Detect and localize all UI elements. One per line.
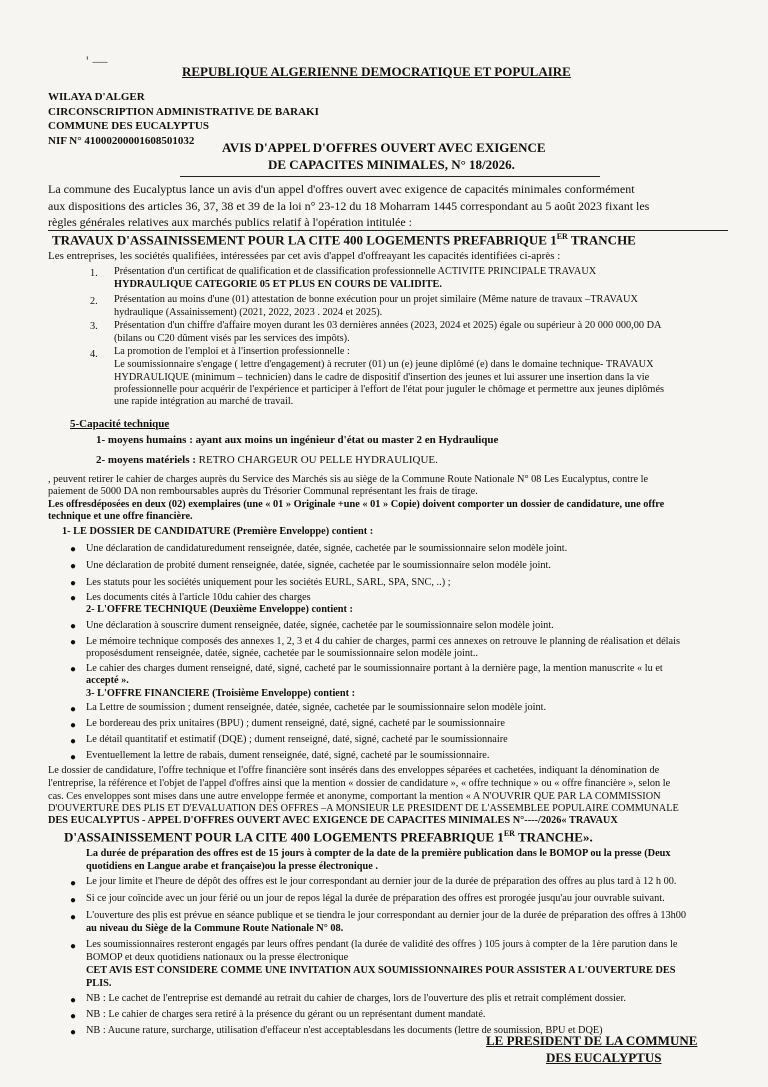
envelope-operation-title: D'ASSAINISSEMENT POUR LA CITE 400 LOGEMENTS PREFABRIQUE 1ER TRANCHE». [64,829,593,845]
nif-line: NIF N° 41000200001608501032 [48,135,195,147]
signature-line1: LE PRESIDENT DE LA COMMUNE [486,1033,698,1048]
human-resources-line: 1- moyens humains : ayant aux moins un ingénieur d'état ou master 2 en Hydraulique [96,434,499,446]
envelope-line: l'entreprise, la référence et l'objet de l'appel d'offres ainsi que la mention « dossier de candidature », « offre technique » ou « offre financière », selon le [48,778,671,789]
technique-item: proposésdument renseignée, datée, signée, cachetée par le soumissionnaire selon modèle joint.. [86,648,479,659]
dossier-item: Les documents cités à l'article 10du cahier des charges [86,592,311,603]
condition-item: L'ouverture des plis est prévue en séance publique et se tiendra le jour correspondant au dernier jour de la durée de préparation des offres à 13h00 [86,910,687,921]
bullet-icon: ● [70,941,77,952]
note-item: NB : Le cachet de l'entreprise est demandé au retrait du cahier de charges, lors de l'ouverture des plis et retrait complément dossier. [86,993,626,1004]
technique-item: Le mémoire technique composés des annexes 1, 2, 3 et 4 du cahier de charges, parmi ces annexes on retrouve le planning de réalisation et délais [86,636,680,647]
submission-line: Les offresdéposées en deux (02) exemplaires (une « 01 » Originale +une « 01 » Copie) doivent comporter un dossier de candidature, une offre [48,499,665,510]
financiere-heading: 3- L'OFFRE FINANCIERE (Troisième Enveloppe) contient : [86,688,356,699]
bullet-icon: ● [70,895,77,906]
scan-mark: ' — [86,54,108,70]
withdrawal-line: , peuvent retirer le cahier de charges auprès du Service des Marchés sis au siège de la Commune Route Nationale N° 08 Les Eucalyptus, contre le [48,474,649,485]
technique-item: Une déclaration à souscrire dument renseignée, datée, signée, cachetée par le soumissionnaire selon modèle joint. [86,620,554,631]
intro-line: règles générales relatives aux marchés publics relatif à l'opération intitulée : [48,215,413,229]
invitation-line: CET AVIS EST CONSIDERE COMME UNE INVITATION AUX SOUMISSIONNAIRES POUR ASSISTER A L'OUVERTURE DES [86,965,676,976]
envelope-line: cas. Ces enveloppes sont mises dans une autre enveloppe fermée et anonyme, comportant la mention « A N'OUVRIR QUE PAR LA COMMISSION [48,791,661,802]
submission-line: technique et une offre financière. [48,511,193,522]
bullet-icon: ● [70,578,77,589]
requirement-number: 4. [90,349,98,360]
condition-item: BOMOP et deux quotidiens nationaux ou la presse électronique [86,952,349,963]
invitation-line: PLIS. [86,978,112,989]
envelope-line: D'OUVERTURE DES PLIS ET D'EVALUATION DES OFFRES –A MONSIEUR LE PRESIDENT DE L'ASSEMBLEE POPULAIRE COMMUNALE [48,803,679,814]
dossier-heading: 1- LE DOSSIER DE CANDIDATURE (Première Enveloppe) contient : [62,526,374,537]
notice-title-line2: DE CAPACITES MINIMALES, N° 18/2026. [268,157,515,172]
requirement-text: (bilans ou C20 dûment visés par les services des impôts). [114,333,350,344]
technique-heading: 2- L'OFFRE TECHNIQUE (Deuxième Enveloppe) contient : [86,604,353,615]
republic-heading: REPUBLIQUE ALGERIENNE DEMOCRATIQUE ET POPULAIRE [182,64,571,79]
bullet-icon: ● [70,878,77,889]
requirement-text: La promotion de l'emploi et à l'insertion professionnelle : [114,346,350,357]
envelope-line: DES EUCALYPTUS - APPEL D'OFFRES OUVERT AVEC EXIGENCE DE CAPACITES MINIMALES N°----/2026« TRAVAUX [48,815,618,826]
title-rule [180,176,600,177]
condition-item: Si ce jour coïncide avec un jour férié ou un jour de repos légal la durée de préparation des offres est prorogée jusqu'au jour ouvrable suivant. [86,893,665,904]
circonscription-line: CIRCONSCRIPTION ADMINISTRATIVE DE BARAKI [48,106,319,118]
signature-line2: DES EUCALYPTUS [546,1050,662,1065]
financiere-item: Le détail quantitatif et estimatif (DQE) ; dument renseigné, daté, signé, cacheté par le soumissionnaire [86,734,508,745]
requirement-text: professionnelle pour acquérir de l'expérience et participer à l'effort de l'état pour juguler le chômage et permettre aux jeunes diplômés [114,384,665,395]
requirement-text: HYDRAULIQUE (minimum – technicien) dans le cadre de dispositif d'insertion des jeunes et lui assurer une insertion dans la vie [114,372,650,383]
dossier-item: Une déclaration de probité dument renseignée, datée, signée, cachetée par le soumissionnaire selon modèle joint. [86,560,551,571]
note-item: NB : Le cahier de charges sera retiré à la présence du gérant ou un représentant dument mandaté. [86,1009,486,1020]
requirement-text: Présentation au moins d'une (01) attestation de bonne exécution pour un projet similaire (Même nature de travaux –TRAVAUX [114,294,638,305]
bullet-icon: ● [70,561,77,572]
condition-item: au niveau du Siège de la Commune Route Nationale N° 08. [86,923,344,934]
bullet-icon: ● [70,1027,77,1038]
operation-rule-top [48,230,728,231]
preparation-line: quotidiens en Langue arabe et française)ou la presse électronique . [86,861,378,872]
requirement-text: Présentation d'un certificat de qualification et de classification professionnelle ACTIVITE PRINCIPALE TRAVAUX [114,266,597,277]
eligibility-text: Les entreprises, les sociétés qualifiées, intéressées par cet avis d'appel d'offreayant les capacités identifiées ci-après : [48,250,561,262]
bullet-icon: ● [70,593,77,604]
requirement-text: Le soumissionnaire s'engage ( lettre d'engagement) à recruter (01) un (e) jeune diplômé (e) dans le domaine technique- TRAVAUX [114,359,654,370]
condition-item: Les soumissionnaires resteront engagés par leurs offres pendant (la durée de validité des offres ) 105 jours à compter de la 1ère parution dans le [86,939,678,950]
dossier-item: Une déclaration de candidaturedument renseignée, datée, signée, cachetée par le soumissionnaire selon modèle joint. [86,543,568,554]
bullet-icon: ● [70,1011,77,1022]
bullet-icon: ● [70,912,77,923]
requirement-text: une rapide intégration au marché de travail. [114,396,294,407]
bullet-icon: ● [70,736,77,747]
bullet-icon: ● [70,544,77,555]
commune-line: COMMUNE DES EUCALYPTUS [48,120,209,132]
bullet-icon: ● [70,752,77,763]
financiere-item: Le bordereau des prix unitaires (BPU) ; dument renseigné, daté, signé, cacheté par le soumissionnaire [86,718,505,729]
withdrawal-line: paiement de 5000 DA non remboursables auprès du Trésorier Communal représentant les frais de tirage. [48,486,478,497]
dossier-item: Les statuts pour les sociétés uniquement pour les sociétés EURL, SARL, SPA, SNC, ..) ; [86,577,451,588]
requirement-text: HYDRAULIQUE CATEGORIE 05 ET PLUS EN COURS DE VALIDITE. [114,279,442,290]
condition-item: Le jour limite et l'heure de dépôt des offres est le jour correspondant au dernier jour de la durée de préparation des offres au plus tard à 12 h 00. [86,876,677,887]
notice-title-line1: AVIS D'APPEL D'OFFRES OUVERT AVEC EXIGENCE [222,140,546,155]
preparation-line: La durée de préparation des offres est de 15 jours à compter de la date de la première publication dans le BOMOP ou la presse (Deux [86,848,671,859]
intro-line: aux dispositions des articles 36, 37, 38 et 39 de la loi n° 23-12 du 18 Moharram 1445 correspondant au 5 août 2023 fixant les [48,199,650,213]
financiere-item: Eventuellement la lettre de rabais, dument renseignée, daté, signé, cacheté par le soumissionnaire. [86,750,490,761]
envelope-line: Le dossier de candidature, l'offre technique et l'offre financière sont insérés dans des enveloppes séparées et cachetées, indiquant la dénomination de [48,765,660,776]
bullet-icon: ● [70,720,77,731]
bullet-icon: ● [70,995,77,1006]
intro-line: La commune des Eucalyptus lance un avis d'un appel d'offres ouvert avec exigence de capacités minimales conformément [48,182,635,196]
requirement-number: 3. [90,321,98,332]
bullet-icon: ● [70,664,77,675]
operation-title: TRAVAUX D'ASSAINISSEMENT POUR LA CITE 400 LOGEMENTS PREFABRIQUE 1ER TRANCHE [52,232,636,248]
bullet-icon: ● [70,621,77,632]
technique-item: accepté ». [86,675,129,686]
bullet-icon: ● [70,637,77,648]
requirement-number: 2. [90,296,98,307]
requirement-number: 1. [90,268,98,279]
note-item: NB : Aucune rature, surcharge, utilisation d'effaceur n'est acceptablesdans les documents (lettre de soumission, BPU et DQE) [86,1025,603,1036]
bullet-icon: ● [70,704,77,715]
requirement-text: hydraulique (Assainissement) (2021, 2022, 2023 . 2024 et 2025). [114,307,383,318]
material-resources-line: 2- moyens matériels : RETRO CHARGEUR OU PELLE HYDRAULIQUE. [96,454,438,466]
financiere-item: La Lettre de soumission ; dument renseignée, datée, signée, cachetée par le soumissionnaire selon modèle joint. [86,702,547,713]
technique-item: Le cahier des charges dument renseigné, daté, signé, cacheté par le soumissionnaire portant à la dernière page, la mention manuscrite « lu et [86,663,663,674]
capacity-heading: 5-Capacité technique [70,418,170,430]
wilaya-line: WILAYA D'ALGER [48,91,145,103]
requirement-text: Présentation d'un chiffre d'affaire moyen durant les 03 dernières années (2023, 2024 et 2025) égale ou supérieur à 20 000 000,00 DA [114,320,662,331]
